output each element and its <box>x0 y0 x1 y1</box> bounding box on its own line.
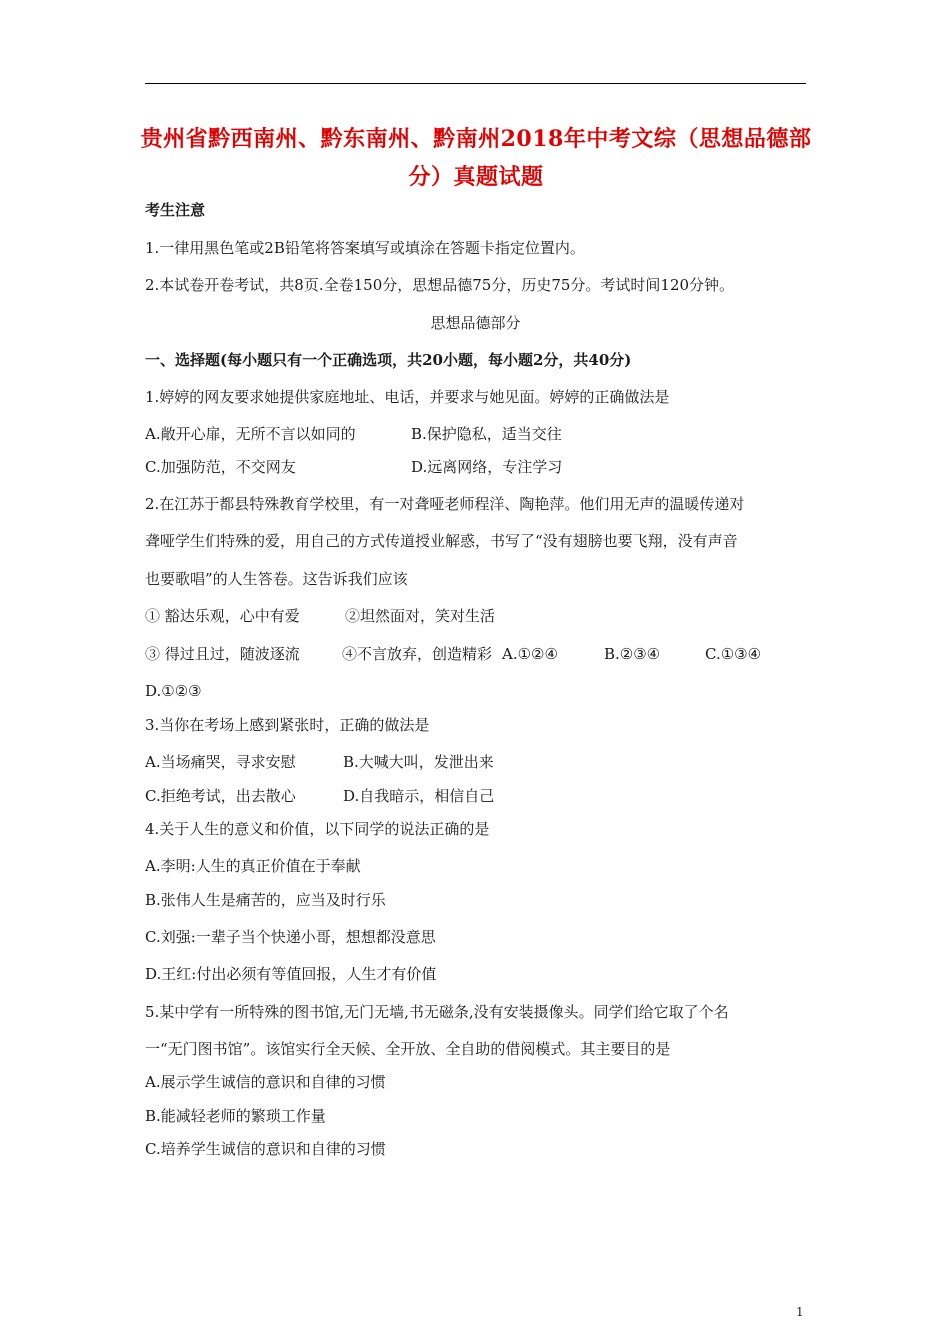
q2-statement-3: ③ 得过且过，随波逐流 <box>145 645 300 663</box>
q5-option-c: C.培养学生诚信的意识和自律的习惯 <box>145 1140 386 1158</box>
q4-option-a: A.李明:人生的真正价值在于奉献 <box>145 857 361 875</box>
q5-option-b: B.能减轻老师的繁琐工作量 <box>145 1107 326 1125</box>
q2-option-c: C.①③④ <box>705 645 762 663</box>
q5-stem-line-1: 5.某中学有一所特殊的图书馆,无门无墙,书无磁条,没有安装摄像头。同学们给它取了个名 <box>145 1003 729 1021</box>
q3-option-b: B.大喊大叫，发泄出来 <box>343 753 494 771</box>
section-title: 思想品德部分 <box>430 314 521 332</box>
q3-option-d: D.自我暗示，相信自己 <box>343 787 495 805</box>
q2-stem-line-2: 聋哑学生们特殊的爱，用自己的方式传道授业解惑，书写了“没有翅膀也要飞翔，没有声音 <box>145 532 738 550</box>
q4-stem: 4.关于人生的意义和价值，以下同学的说法正确的是 <box>145 820 490 838</box>
q1-option-d: D.远离网络，专注学习 <box>411 458 563 476</box>
q1-stem: 1.婷婷的网友要求她提供家庭地址、电话，并要求与她见面。婷婷的正确做法是 <box>145 388 670 406</box>
q4-option-d: D.王红:付出必须有等值回报，人生才有价值 <box>145 965 437 983</box>
header-rule <box>145 83 806 84</box>
title-line-2: 分）真题试题 <box>408 164 544 190</box>
q1-option-b: B.保护隐私，适当交往 <box>411 425 562 443</box>
q2-stem-line-1: 2.在江苏于都县特殊教育学校里，有一对聋哑老师程洋、陶艳萍。他们用无声的温暖传递对 <box>145 495 745 513</box>
q2-stem-line-3: 也要歌唱”的人生答卷。这告诉我们应该 <box>145 570 408 588</box>
part1-heading: 一、选择题(每小题只有一个正确选项，共20小题，每小题2分，共40分) <box>145 351 632 369</box>
notice-item-2: 2.本试卷开卷考试，共8页.全卷150分，思想品德75分，历史75分。考试时间120分钟。 <box>145 276 735 294</box>
q2-option-b: B.②③④ <box>604 645 661 663</box>
q2-statement-1: ① 豁达乐观，心中有爱 <box>145 607 300 625</box>
q3-stem: 3.当你在考场上感到紧张时，正确的做法是 <box>145 716 430 734</box>
page-title <box>140 120 812 196</box>
notice-heading: 考生注意 <box>145 201 206 219</box>
q2-option-d: D.①②③ <box>145 682 202 700</box>
q2-statement-4: ④不言放弃，创造精彩 <box>342 645 493 663</box>
notice-item-1: 1.一律用黑色笔或2B铅笔将答案填写或填涂在答题卡指定位置内。 <box>145 239 585 257</box>
q3-option-a: A.当场痛哭，寻求安慰 <box>145 753 296 771</box>
q2-statement-2: ②坦然面对，笑对生活 <box>345 607 496 625</box>
q5-stem-line-2: 一“无门图书馆”。该馆实行全天候、全开放、全自助的借阅模式。其主要目的是 <box>145 1040 671 1058</box>
q3-option-c: C.拒绝考试，出去散心 <box>145 787 296 805</box>
q2-option-a: A.①②④ <box>502 645 558 663</box>
title-line-1: 贵州省黔西南州、黔东南州、黔南州2018年中考文综（思想品德部 <box>140 126 812 152</box>
q4-option-b: B.张伟人生是痛苦的，应当及时行乐 <box>145 891 386 909</box>
q1-option-c: C.加强防范，不交网友 <box>145 458 296 476</box>
page-number: 1 <box>796 1305 804 1319</box>
q4-option-c: C.刘强:一辈子当个快递小哥，想想都没意思 <box>145 928 436 946</box>
q5-option-a: A.展示学生诚信的意识和自律的习惯 <box>145 1073 386 1091</box>
q1-option-a: A.敞开心扉，无所不言以如同的 <box>145 425 356 443</box>
